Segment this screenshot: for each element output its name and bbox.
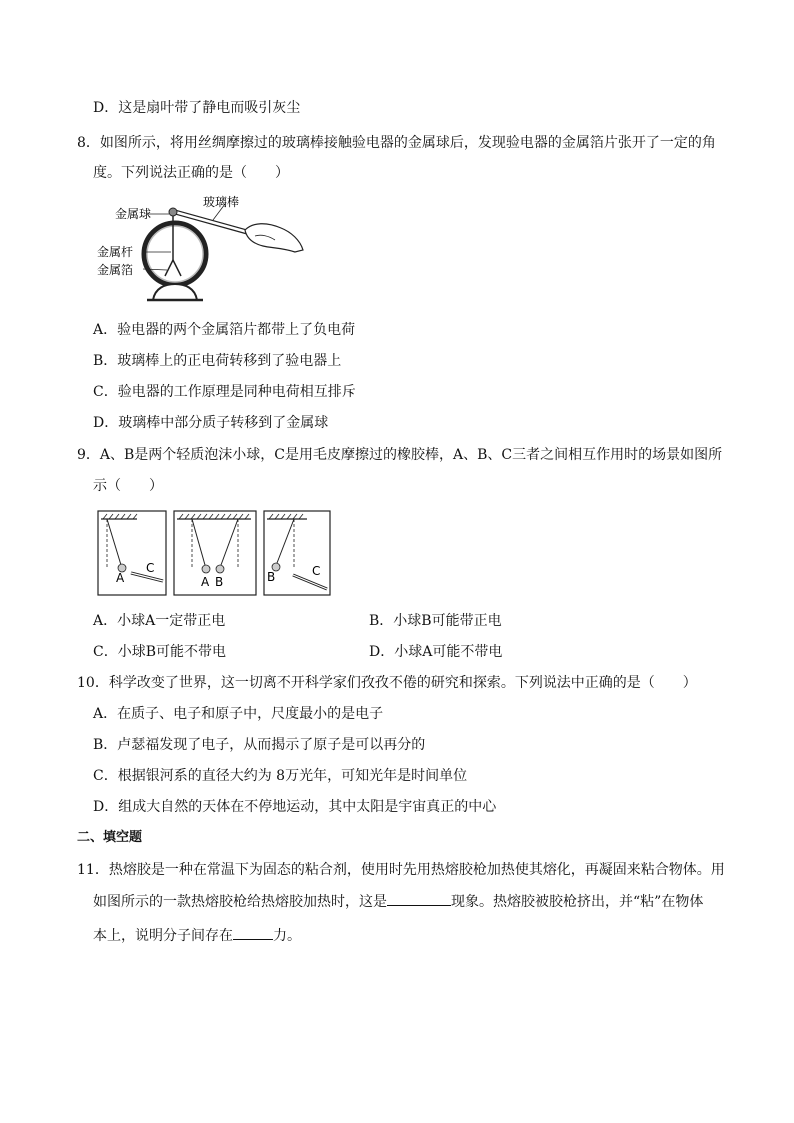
q9-stem-line2: 示（ ） [93, 478, 163, 494]
q9-stem-line1: 9．A、B是两个轻质泡沫小球，C是用毛皮摩擦过的橡胶棒，A、B、C三者之间相互作用时的场景如图所 [77, 447, 723, 463]
q10-option-c: C．根据银河系的直径大约为 8万光年，可知光年是时间单位 [93, 768, 468, 784]
q11-blank-2[interactable] [233, 925, 273, 940]
p1-label-a: A [116, 571, 125, 585]
q10-option-d: D．组成大自然的天体在不停地运动，其中太阳是宇宙真正的中心 [93, 799, 497, 815]
q8-option-a: A．验电器的两个金属箔片都带上了负电荷 [93, 322, 356, 338]
q7-option-d: D．这是扇叶带了静电而吸引灰尘 [93, 100, 301, 116]
ball-b-icon [216, 565, 224, 573]
q8-stem-line1: 8．如图所示，将用丝绸摩擦过的玻璃棒接触验电器的金属球后，发现验电器的金属箔片张开了一定的角 [77, 135, 716, 151]
label-metal-ball: 金属球 [115, 207, 152, 221]
p2-label-a: A [201, 575, 210, 589]
q11-line3-part1: 本上，说明分子间存在 [93, 928, 233, 944]
hand-icon [245, 224, 303, 252]
q10-option-b: B．卢瑟福发现了电子，从而揭示了原子是可以再分的 [93, 737, 426, 753]
q11-line3 [93, 925, 301, 946]
q8-option-b: B．玻璃棒上的正电荷转移到了验电器上 [93, 353, 342, 369]
p3-label-c: C [312, 564, 321, 578]
q8-stem-line2: 度。下列说法正确的是（ ） [93, 165, 289, 181]
panel-2 [174, 511, 256, 595]
label-glass-rod: 玻璃棒 [203, 195, 240, 209]
q11-line1: 11．热熔胶是一种在常温下为固态的粘合剂，使用时先用热熔胶枪加热使其熔化，再凝固来粘合物体。用 [77, 862, 725, 878]
q8-option-c: C．验电器的工作原理是同种电荷相互排斥 [93, 384, 356, 400]
q10-stem: 10．科学改变了世界，这一切离不开科学家们孜孜不倦的研究和探索。下列说法中正确的是（ ） [77, 675, 697, 691]
p3-label-b: B [267, 570, 276, 584]
q9-option-b: B．小球B可能带正电 [369, 613, 502, 629]
p1-label-c: C [146, 561, 155, 575]
q11-blank-1[interactable] [387, 891, 451, 906]
pith-balls-figure [97, 509, 333, 597]
q11-line2 [93, 891, 703, 912]
q9-option-d: D．小球A可能不带电 [369, 644, 503, 660]
electroscope-figure [95, 192, 310, 307]
q11-line2-part1: 如图所示的一款热熔胶枪给热熔胶加热时，这是 [93, 894, 387, 910]
q9-option-a: A．小球A一定带正电 [93, 613, 226, 629]
q11-line2-part2: 现象。热熔胶被胶枪挤出，并“粘”在物体 [451, 894, 704, 910]
ball-a-icon [202, 565, 210, 573]
metal-ball-icon [169, 208, 177, 216]
panel-3 [264, 511, 330, 595]
label-metal-foil: 金属箔 [97, 263, 134, 277]
p2-label-b: B [215, 575, 224, 589]
section-title-fill-in: 二、填空题 [77, 830, 143, 845]
q9-option-c: C．小球B可能不带电 [93, 644, 226, 660]
label-metal-stem: 金属杆 [97, 245, 134, 259]
q10-option-a: A．在质子、电子和原子中，尺度最小的是电子 [93, 706, 384, 722]
q8-option-d: D．玻璃棒中部分质子转移到了金属球 [93, 415, 329, 431]
panel-1 [98, 511, 166, 595]
q11-line3-part2: 力。 [273, 928, 301, 944]
